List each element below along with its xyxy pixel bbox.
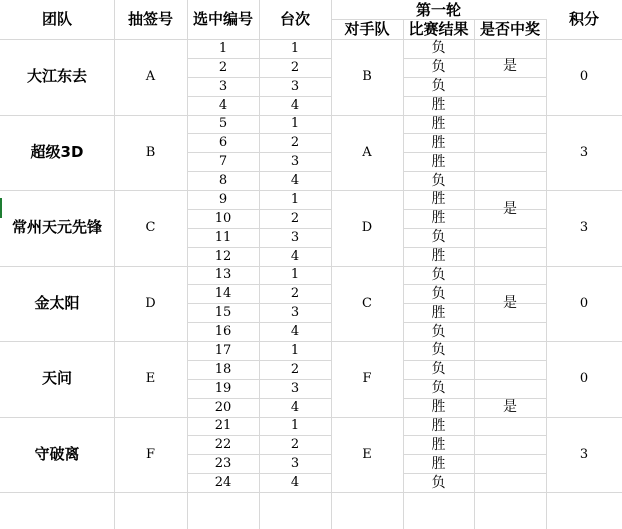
selected-number: 2 [218, 59, 228, 75]
row-line [187, 322, 331, 323]
row-line [187, 473, 331, 474]
selected-number: 8 [218, 173, 228, 189]
row-line [187, 398, 331, 399]
table-number: 1 [290, 191, 300, 207]
match-result: 负 [431, 361, 446, 378]
selected-number: 7 [218, 154, 228, 170]
row-line [187, 133, 331, 134]
match-result: 胜 [431, 191, 446, 208]
match-result: 胜 [431, 134, 446, 151]
match-result: 胜 [431, 115, 446, 132]
prize-flag: 是 [503, 399, 517, 416]
header-selected-number: 选中编号 [192, 10, 253, 28]
header-table: 台次 [279, 10, 310, 28]
row-line [187, 303, 331, 304]
match-result: 胜 [431, 304, 446, 321]
selected-number: 12 [214, 248, 232, 264]
table-number: 4 [290, 97, 300, 113]
team-name: 金太阳 [34, 293, 80, 312]
row-line [403, 228, 546, 229]
row-line [403, 247, 546, 248]
group-line [0, 492, 622, 493]
match-result: 负 [431, 40, 446, 57]
prize-flag: 是 [503, 200, 517, 217]
table-number: 3 [290, 154, 300, 170]
selected-number: 5 [218, 116, 228, 132]
table-number: 3 [290, 380, 300, 396]
selected-number: 3 [218, 78, 228, 94]
match-result: 负 [431, 342, 446, 359]
table-number: 1 [290, 116, 300, 132]
match-result: 负 [431, 380, 446, 397]
table-number: 1 [290, 342, 300, 358]
match-result: 负 [431, 78, 446, 95]
row-line [187, 96, 331, 97]
match-result: 负 [431, 229, 446, 246]
opponent-team: F [362, 371, 372, 387]
row-line [403, 284, 546, 285]
table-number: 3 [290, 78, 300, 94]
match-result: 胜 [431, 399, 446, 416]
match-result: 胜 [431, 248, 446, 265]
selected-number: 22 [214, 437, 232, 453]
team-score: 0 [579, 295, 589, 311]
opponent-team: A [362, 144, 372, 160]
table-number: 4 [290, 475, 300, 491]
match-result: 胜 [431, 417, 446, 434]
opponent-team: B [362, 69, 372, 85]
selected-number: 23 [214, 456, 232, 472]
row-line [403, 454, 546, 455]
selected-number: 4 [218, 97, 228, 113]
match-result: 负 [431, 285, 446, 302]
draw-number: C [145, 220, 156, 236]
team-name: 天问 [41, 369, 72, 388]
opponent-team: D [361, 220, 373, 236]
row-line [403, 379, 546, 380]
selection-edge-marker [0, 198, 2, 218]
row-line [187, 209, 331, 210]
match-result: 胜 [431, 153, 446, 170]
team-score: 3 [579, 144, 589, 160]
selected-number: 1 [218, 40, 228, 56]
row-line [187, 379, 331, 380]
row-line [403, 473, 546, 474]
table-number: 1 [290, 40, 300, 56]
row-line [187, 152, 331, 153]
draw-number: B [145, 144, 156, 160]
table-number: 1 [290, 267, 300, 283]
draw-number: E [145, 371, 156, 387]
row-line [187, 228, 331, 229]
row-line [187, 58, 331, 59]
table-number: 3 [290, 305, 300, 321]
team-name: 常州天元先锋 [11, 218, 102, 237]
table-number: 4 [290, 248, 300, 264]
table-number: 3 [290, 229, 300, 245]
table-number: 2 [290, 286, 300, 302]
table-number: 3 [290, 456, 300, 472]
row-line [403, 435, 546, 436]
row-line [187, 284, 331, 285]
team-name: 超级3D [30, 142, 84, 161]
row-line [403, 360, 546, 361]
selected-number: 15 [214, 305, 232, 321]
team-score: 0 [579, 69, 589, 85]
row-line [187, 247, 331, 248]
opponent-team: E [362, 446, 372, 462]
selected-number: 16 [214, 324, 232, 340]
selected-number: 24 [214, 475, 232, 491]
selected-number: 19 [214, 380, 232, 396]
header-match-result: 比赛结果 [408, 19, 469, 38]
match-result: 负 [431, 59, 446, 76]
selected-number: 10 [214, 210, 232, 226]
selected-number: 6 [218, 135, 228, 151]
table-number: 2 [290, 361, 300, 377]
row-line [403, 77, 546, 78]
row-line [187, 435, 331, 436]
selected-number: 18 [214, 361, 232, 377]
opponent-team: C [362, 295, 372, 311]
selected-number: 11 [214, 229, 232, 245]
selected-number: 14 [214, 286, 232, 302]
table-number: 4 [290, 399, 300, 415]
match-result: 胜 [431, 455, 446, 472]
match-result: 负 [431, 474, 446, 491]
header-score: 积分 [568, 10, 599, 28]
selected-number: 9 [218, 191, 228, 207]
table-number: 2 [290, 135, 300, 151]
prize-flag: 是 [503, 58, 517, 75]
header-prize: 是否中奖 [479, 19, 540, 38]
header-round-one: 第一轮 [415, 0, 461, 19]
selected-number: 17 [214, 342, 232, 358]
header-opponent: 对手队 [344, 19, 390, 38]
selected-number: 13 [214, 267, 232, 283]
match-result: 负 [431, 323, 446, 340]
match-result: 负 [431, 266, 446, 283]
team-score: 0 [579, 371, 589, 387]
table-number: 4 [290, 324, 300, 340]
selected-number: 20 [214, 399, 232, 415]
match-result: 胜 [431, 210, 446, 227]
team-name: 守破离 [34, 444, 80, 463]
header-team: 团队 [41, 10, 72, 28]
table-number: 2 [290, 210, 300, 226]
row-line [403, 171, 546, 172]
row-line [403, 133, 546, 134]
row-line [403, 322, 546, 323]
header-draw-number: 抽签号 [127, 10, 173, 28]
draw-number: A [145, 69, 156, 85]
row-line [403, 152, 546, 153]
table-number: 4 [290, 173, 300, 189]
team-name: 大江东去 [26, 67, 87, 86]
table-number: 1 [290, 418, 300, 434]
prize-flag: 是 [503, 295, 517, 312]
table-number: 2 [290, 59, 300, 75]
row-line [187, 171, 331, 172]
match-result: 胜 [431, 436, 446, 453]
match-result: 负 [431, 172, 446, 189]
row-line [187, 360, 331, 361]
draw-number: F [145, 446, 156, 462]
table-number: 2 [290, 437, 300, 453]
row-line [187, 454, 331, 455]
row-line [187, 77, 331, 78]
team-score: 3 [579, 220, 589, 236]
row-line [403, 96, 546, 97]
team-score: 3 [579, 446, 589, 462]
draw-number: D [145, 295, 156, 311]
selected-number: 21 [214, 418, 232, 434]
match-result: 胜 [431, 97, 446, 114]
